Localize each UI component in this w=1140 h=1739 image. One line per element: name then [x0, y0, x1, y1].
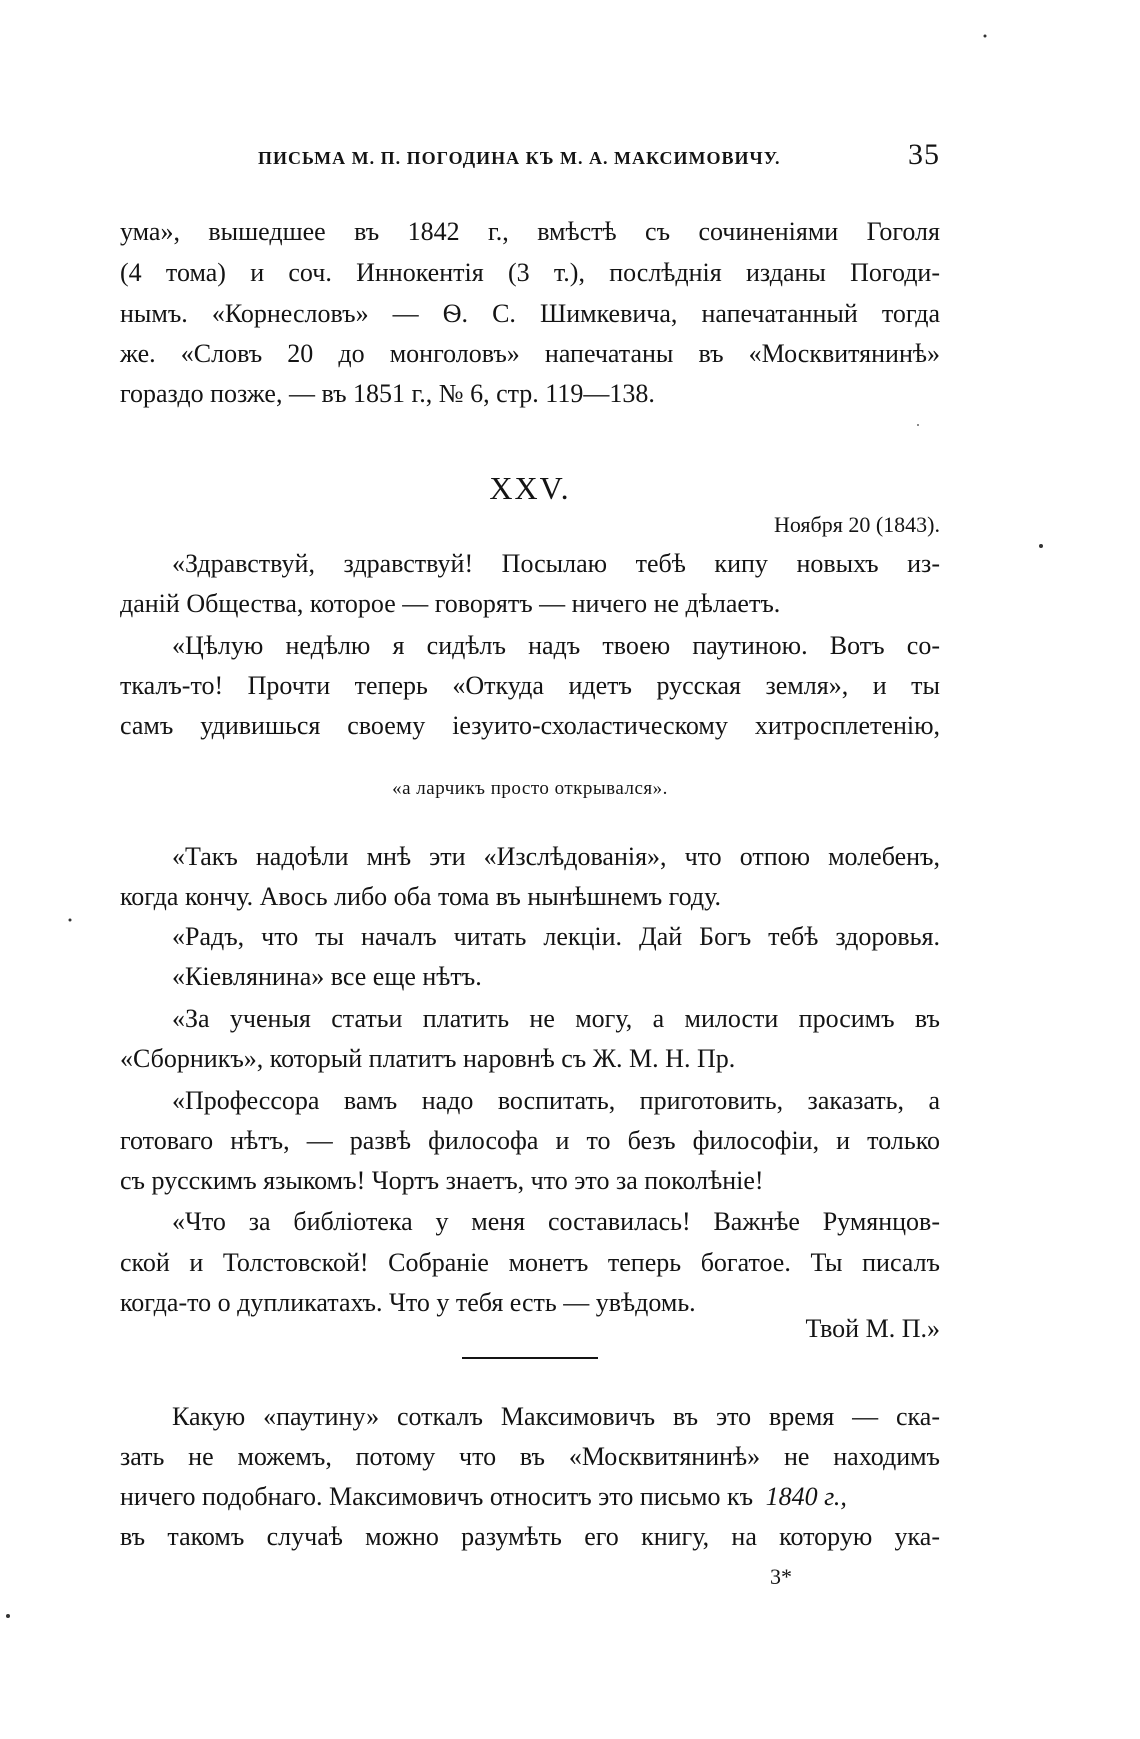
- letter-line: «Радъ, что ты началъ читать лекціи. Дай Богъ тебѣ здоровья.: [172, 922, 940, 951]
- speck: [984, 35, 987, 38]
- intro-line: же. «Словъ 20 до монголовъ» напечатаны въ «Москвитянинѣ»: [120, 339, 940, 368]
- intro-line: нымъ. «Корнесловъ» — Ѳ. С. Шимкевича, напечатанный тогда: [120, 299, 940, 328]
- letter-line: «За ученыя статьи платить не могу, а милости просимъ въ: [172, 1004, 940, 1033]
- letter-line: «Сборникъ», который платитъ наровнѣ съ Ж. М. Н. Пр.: [120, 1044, 736, 1073]
- page-number: 35: [908, 138, 940, 171]
- letter-date: Ноября 20 (1843).: [773, 512, 940, 537]
- sheet-signature: 3*: [770, 1564, 792, 1589]
- letter-line: «Цѣлую недѣлю я сидѣлъ надъ твоею паутиною. Вотъ со-: [172, 631, 940, 660]
- letter-line: самъ удивишься своему іезуито-схоластическому хитросплетенію,: [120, 711, 940, 740]
- intro-line: гораздо позже, — въ 1851 г., № 6, стр. 119—138.: [120, 379, 655, 408]
- letter-line: «Что за библіотека у меня составилась! Важнѣе Румянцов-: [172, 1207, 940, 1236]
- letter-signature: Твой М. П.»: [805, 1314, 940, 1343]
- running-head: ПИСЬМА М. П. ПОГОДИНА КЪ М. А. МАКСИМОВИЧУ.: [258, 148, 781, 168]
- letter-line: съ русскимъ языкомъ! Чортъ знаетъ, что это за поколѣніе!: [120, 1166, 764, 1195]
- speck: [6, 1614, 10, 1618]
- letter-quote: «а ларчикъ просто открывался».: [392, 778, 668, 799]
- letter-line: ской и Толстовской! Собраніе монетъ теперь богатое. Ты писалъ: [120, 1248, 940, 1277]
- commentary-text: ничего подобнаго. Максимовичъ относитъ это письмо къ: [120, 1482, 754, 1511]
- letter-line: «Профессора вамъ надо воспитать, приготовить, заказать, а: [172, 1086, 940, 1115]
- commentary-line: зать не можемъ, потому что въ «Москвитянинѣ» не находимъ: [120, 1442, 940, 1471]
- letter-line: «Кіевлянина» все еще нѣтъ.: [172, 962, 482, 991]
- commentary-line: въ такомъ случаѣ можно разумѣть его книгу, на которую ука-: [120, 1522, 940, 1551]
- intro-line: (4 тома) и соч. Иннокентія (3 т.), послѣднія изданы Погоди-: [120, 258, 940, 287]
- commentary-line: Какую «паутину» соткалъ Максимовичъ въ это время — ска-: [172, 1402, 940, 1431]
- commentary-italic-year: 1840 г.,: [765, 1482, 847, 1511]
- speck: [69, 919, 72, 922]
- letter-line: ткалъ-то! Прочти теперь «Откуда идетъ русская земля», и ты: [120, 671, 940, 700]
- letter-line: «Такъ надоѣли мнѣ эти «Изслѣдованія», что отпою молебенъ,: [172, 842, 940, 871]
- letter-line: готоваго нѣтъ, — развѣ философа и то безъ философіи, и только: [120, 1126, 940, 1155]
- letter-line: когда-то о дупликатахъ. Что у тебя есть — увѣдомь.: [120, 1288, 696, 1317]
- speck: [917, 424, 919, 426]
- letter-line: «Здравствуй, здравствуй! Посылаю тебѣ кипу новыхъ из-: [172, 549, 940, 578]
- letter-number: XXV.: [489, 470, 571, 506]
- speck: [1039, 544, 1043, 548]
- letter-line: когда кончу. Авось либо оба тома въ нынѣшнемъ году.: [120, 882, 722, 911]
- intro-line: ума», вышедшее въ 1842 г., вмѣстѣ съ сочиненіями Гоголя: [120, 217, 940, 246]
- letter-line: даній Общества, которое — говорятъ — ничего не дѣлаетъ.: [120, 589, 781, 618]
